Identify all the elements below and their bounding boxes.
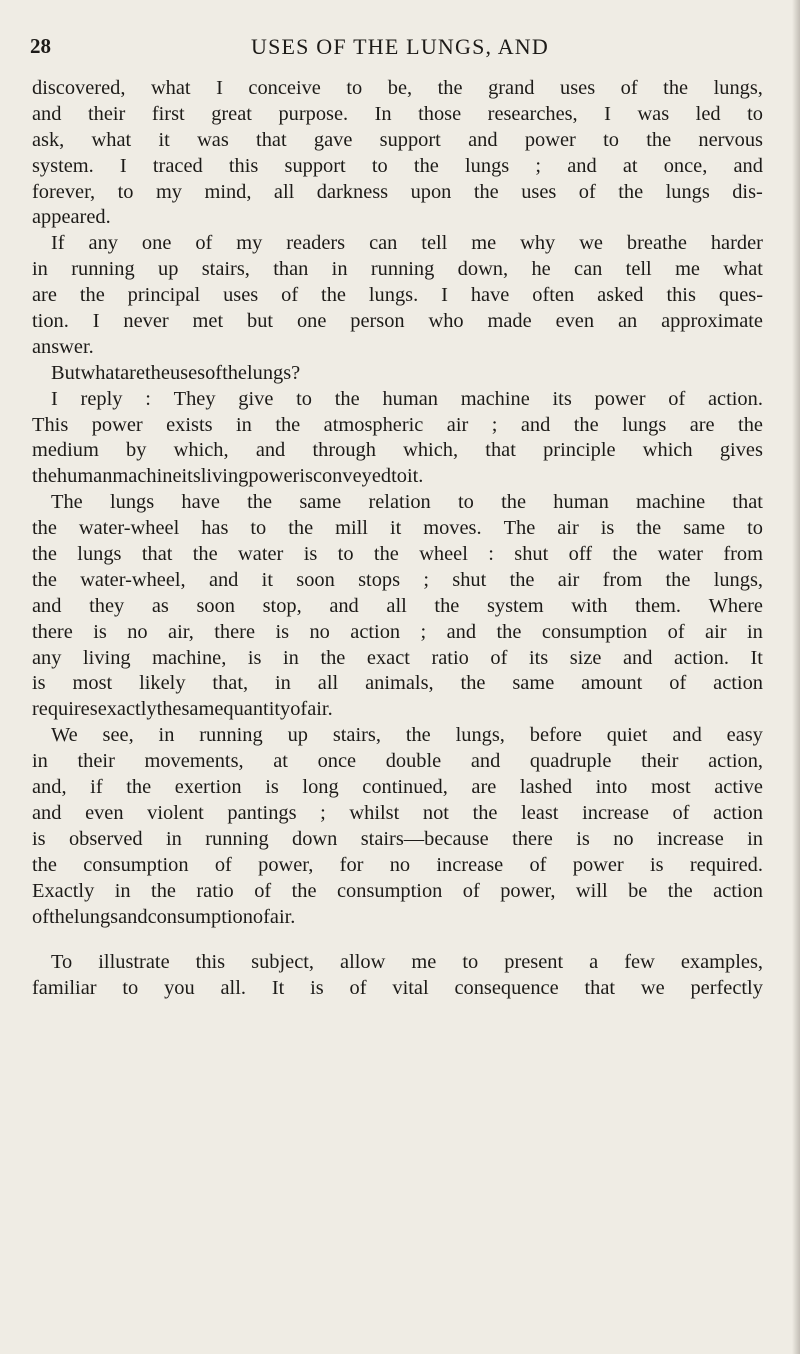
running-head: USES OF THE LUNGS, AND xyxy=(251,34,549,59)
paragraph xyxy=(32,387,763,491)
text-line: forever, to my mind, all darkness upon the uses of the lungs dis- xyxy=(32,180,763,203)
text-line: in their movements, at once double and quadruple their action, xyxy=(32,750,763,773)
text-line: system. I traced this support to the lungs ; and at once, and xyxy=(32,154,763,177)
body-text xyxy=(32,76,763,1002)
text-line: medium by which, and through which, that principle which gives xyxy=(32,439,763,462)
text-line: answer. xyxy=(32,335,94,358)
text-line: and, if the exertion is long continued, are lashed into most active xyxy=(32,776,763,799)
text-line: are the principal uses of the lungs. I have often asked this ques- xyxy=(32,284,763,307)
paragraph xyxy=(32,361,763,387)
page-number: 28 xyxy=(30,34,51,58)
text-line: requires exactly the same quantity of air. xyxy=(32,698,333,721)
paragraph-gap xyxy=(32,930,763,950)
text-line: If any one of my readers can tell me why we breathe harder xyxy=(51,232,763,255)
text-line: is most likely that, in all animals, the same amount of action xyxy=(32,672,763,695)
text-line: there is no air, there is no action ; and the consumption of air in xyxy=(32,620,763,643)
text-line: This power exists in the atmospheric air ; and the lungs are the xyxy=(32,413,763,436)
text-line: and even violent pantings ; whilst not the least increase of action xyxy=(32,801,763,824)
page-header xyxy=(30,34,770,64)
text-line: appeared. xyxy=(32,206,111,229)
text-line: I reply : They give to the human machine its power of action. xyxy=(51,387,763,410)
text-line: The lungs have the same relation to the human machine that xyxy=(51,491,763,514)
text-line: is observed in running down stairs—because there is no increase in xyxy=(32,827,763,850)
text-line: in running up stairs, than in running down, he can tell me what xyxy=(32,258,763,281)
page-edge-shadow xyxy=(792,0,800,1354)
text-line: any living machine, is in the exact ratio of its size and action. It xyxy=(32,646,763,669)
text-line: the water-wheel, and it soon stops ; shut the air from the lungs, xyxy=(32,568,763,591)
paragraph xyxy=(32,490,763,723)
text-line: But what are the uses of the lungs ? xyxy=(51,361,301,384)
text-line: and their first great purpose. In those researches, I was led to xyxy=(32,102,763,125)
text-line: the water-wheel has to the mill it moves. The air is the same to xyxy=(32,517,763,540)
paragraph xyxy=(32,76,763,231)
text-line: and they as soon stop, and all the system with them. Where xyxy=(32,594,763,617)
text-line: To illustrate this subject, allow me to present a few examples, xyxy=(51,951,763,974)
paragraph xyxy=(32,231,763,360)
text-line: We see, in running up stairs, the lungs, before quiet and easy xyxy=(51,724,763,747)
text-line: the lungs that the water is to the wheel : shut off the water from xyxy=(32,543,763,566)
text-line: ask, what it was that gave support and power to the nervous xyxy=(32,128,763,151)
text-line: familiar to you all. It is of vital consequence that we perfectly xyxy=(32,977,763,1000)
paragraph xyxy=(32,723,763,930)
text-line: the consumption of power, for no increase of power is required. xyxy=(32,853,763,876)
text-line: discovered, what I conceive to be, the grand uses of the lungs, xyxy=(32,77,763,99)
text-line: tion. I never met but one person who made even an approximate xyxy=(32,310,763,333)
text-line: Exactly in the ratio of the consumption of power, will be the action xyxy=(32,879,763,902)
paragraph xyxy=(32,950,763,1002)
text-line: the human machine its living power is conveyed to it. xyxy=(32,465,424,488)
text-line: of the lungs and consumption of air. xyxy=(32,905,296,928)
